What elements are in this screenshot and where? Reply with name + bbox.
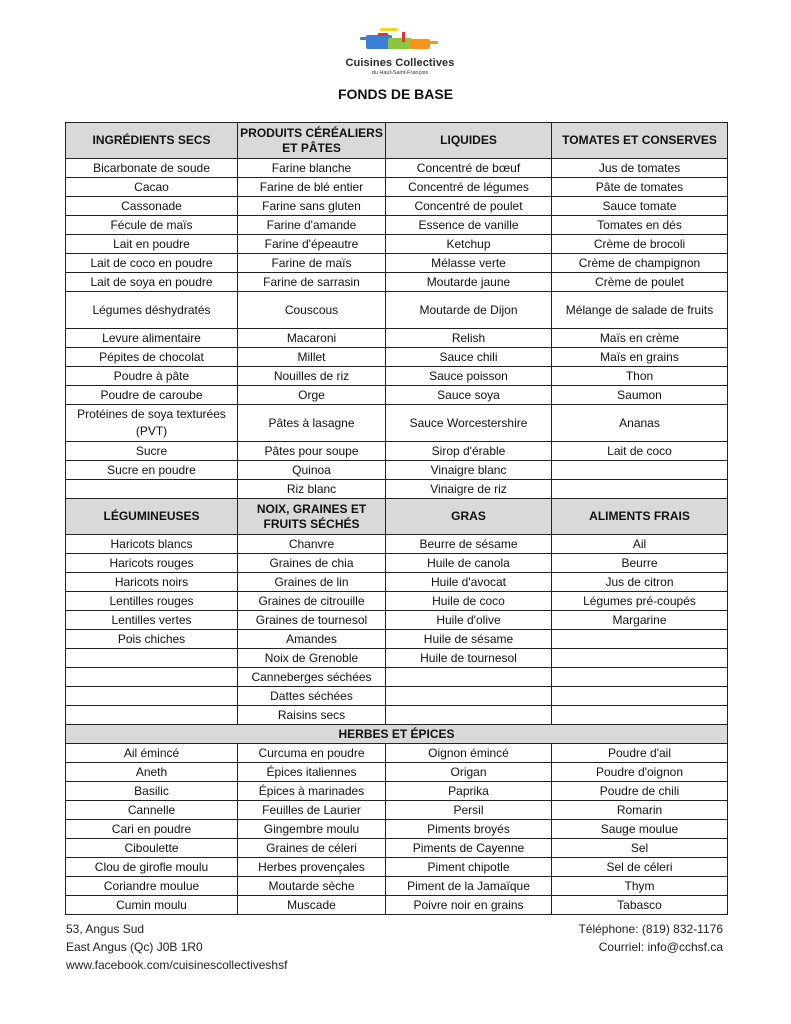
table-cell: Tomates en dés [552,216,728,235]
logo-name: Cuisines Collectives [345,57,455,69]
table-cell: Farine blanche [238,159,386,178]
table-cell: Beurre [552,554,728,573]
table-cell: Macaroni [238,329,386,348]
table-row [66,744,728,763]
table-cell: Nouilles de riz [238,367,386,386]
table-cell: Cumin moulu [66,896,238,915]
table-cell: Essence de vanille [386,216,552,235]
table-cell: Thon [552,367,728,386]
table-row [66,197,728,216]
table-cell: Concentré de poulet [386,197,552,216]
table-row [66,592,728,611]
table-cell: Gingembre moulu [238,820,386,839]
table-cell: Haricots noirs [66,573,238,592]
table-cell: Fécule de maïs [66,216,238,235]
table-cell: Riz blanc [238,480,386,499]
table-cell: Ketchup [386,235,552,254]
table-cell: Tabasco [552,896,728,915]
table-cell: Basilic [66,782,238,801]
table-cell: Pâte de tomates [552,178,728,197]
table-cell: Huile de tournesol [386,649,552,668]
column-header: ALIMENTS FRAIS [552,499,728,535]
table-cell: Maïs en crème [552,329,728,348]
table-cell [386,687,552,706]
table-row [66,273,728,292]
table-cell: Lait de coco [552,442,728,461]
table-row [66,782,728,801]
table-cell: Légumes pré-coupés [552,592,728,611]
table-cell: Piment chipotle [386,858,552,877]
table-cell: Poudre à pâte [66,367,238,386]
table-cell: Graines de tournesol [238,611,386,630]
table-cell: Beurre de sésame [386,535,552,554]
table-row [66,442,728,461]
table-cell: Bicarbonate de soude [66,159,238,178]
table-cell: Crème de champignon [552,254,728,273]
table-cell: Piments de Cayenne [386,839,552,858]
table-row [66,554,728,573]
table-cell: Farine de blé entier [238,178,386,197]
table-cell: Coriandre moulue [66,877,238,896]
footer-phone: Téléphone: (819) 832-1176 [578,922,723,936]
section-header: HERBES ET ÉPICES [66,725,728,744]
cooking-pots-icon [358,26,442,56]
table-cell: Cacao [66,178,238,197]
footer-contact [578,920,723,956]
table-row [66,858,728,877]
table-cell: Jus de tomates [552,159,728,178]
column-header: PRODUITS CÉRÉALIERS ET PÂTES [238,123,386,159]
table-cell: Lait en poudre [66,235,238,254]
column-header: LIQUIDES [386,123,552,159]
table-cell: Huile d'avocat [386,573,552,592]
table-cell: Levure alimentaire [66,329,238,348]
table-cell: Ciboulette [66,839,238,858]
table-cell: Mélange de salade de fruits [552,292,728,329]
table-cell [552,649,728,668]
table-cell: Lentilles rouges [66,592,238,611]
table-cell: Huile d'olive [386,611,552,630]
table-row [66,630,728,649]
table-cell: Graines de citrouille [238,592,386,611]
table-row [66,649,728,668]
table-cell: Origan [386,763,552,782]
table-cell: Canneberges séchées [238,668,386,687]
table-cell: Protéines de soya texturées (PVT) [66,405,238,442]
table-row [66,877,728,896]
table-cell: Poudre de chili [552,782,728,801]
table-cell: Pâtes à lasagne [238,405,386,442]
table-row [66,573,728,592]
table-row [66,668,728,687]
table-cell: Muscade [238,896,386,915]
footer-street: 53, Angus Sud [66,922,145,936]
table-cell: Ail émincé [66,744,238,763]
table-cell: Curcuma en poudre [238,744,386,763]
table-cell [386,668,552,687]
table-cell [66,480,238,499]
table-cell: Graines de céleri [238,839,386,858]
footer-city: East Angus (Qc) J0B 1R0 [66,940,203,954]
table-cell: Légumes déshydratés [66,292,238,329]
table-cell: Persil [386,801,552,820]
table-cell: Vinaigre de riz [386,480,552,499]
table-cell: Farine d'amande [238,216,386,235]
table-cell: Pâtes pour soupe [238,442,386,461]
table-row [66,461,728,480]
table-row [66,839,728,858]
table-cell: Ail [552,535,728,554]
table-row [66,480,728,499]
table-cell: Graines de chia [238,554,386,573]
table-cell: Concentré de bœuf [386,159,552,178]
table-cell [552,480,728,499]
table-cell: Chanvre [238,535,386,554]
table-cell: Épices à marinades [238,782,386,801]
table-cell [552,630,728,649]
table-cell: Sel de céleri [552,858,728,877]
table-cell: Oignon émincé [386,744,552,763]
table-cell: Clou de girofle moulu [66,858,238,877]
table-cell: Paprika [386,782,552,801]
table-cell: Cassonade [66,197,238,216]
table-cell: Couscous [238,292,386,329]
table-row [66,178,728,197]
table-row [66,235,728,254]
table-row [66,159,728,178]
table-cell: Épices italiennes [238,763,386,782]
table-cell: Farine de sarrasin [238,273,386,292]
table-cell: Crème de poulet [552,273,728,292]
column-header: INGRÉDIENTS SECS [66,123,238,159]
table-row [66,386,728,405]
footer-facebook-link[interactable]: www.facebook.com/cuisinescollectiveshsf [66,958,288,972]
table-cell: Sauce poisson [386,367,552,386]
table-cell: Poudre d'oignon [552,763,728,782]
table-cell: Haricots blancs [66,535,238,554]
table-cell: Lait de soya en poudre [66,273,238,292]
table-cell: Orge [238,386,386,405]
logo [345,26,455,82]
table-cell [66,687,238,706]
table-cell [66,649,238,668]
table-cell: Poudre d'ail [552,744,728,763]
table-row [66,367,728,386]
table-row [66,329,728,348]
table-cell [66,706,238,725]
table-cell: Cari en poudre [66,820,238,839]
table-row [66,292,728,329]
table-cell: Sel [552,839,728,858]
table-cell: Piments broyés [386,820,552,839]
table-cell: Aneth [66,763,238,782]
table-cell: Farine sans gluten [238,197,386,216]
table-cell: Millet [238,348,386,367]
table-row [66,405,728,442]
table-cell: Sauge moulue [552,820,728,839]
table-cell [552,668,728,687]
table-cell: Maïs en grains [552,348,728,367]
table-cell: Sauce soya [386,386,552,405]
table-cell: Moutarde jaune [386,273,552,292]
table-cell: Herbes provençales [238,858,386,877]
table-cell: Amandes [238,630,386,649]
column-header: GRAS [386,499,552,535]
table-cell: Relish [386,329,552,348]
column-header: LÉGUMINEUSES [66,499,238,535]
pantry-table [65,122,728,915]
logo-subtitle: du Haut-Saint-François [371,70,429,76]
table-row [66,763,728,782]
table-cell: Raisins secs [238,706,386,725]
table-cell: Romarin [552,801,728,820]
table-cell: Margarine [552,611,728,630]
table-cell: Sucre [66,442,238,461]
table-cell [66,668,238,687]
table-row [66,535,728,554]
table-cell: Poivre noir en grains [386,896,552,915]
table-cell: Quinoa [238,461,386,480]
table-row [66,801,728,820]
table-cell: Farine de maïs [238,254,386,273]
table-cell: Crème de brocoli [552,235,728,254]
table-cell: Poudre de caroube [66,386,238,405]
table-row [66,706,728,725]
table-cell: Ananas [552,405,728,442]
table-row [66,611,728,630]
table-cell: Huile de canola [386,554,552,573]
column-header: NOIX, GRAINES ET FRUITS SÉCHÉS [238,499,386,535]
table-cell: Pois chiches [66,630,238,649]
table-row [66,687,728,706]
table-cell: Sucre en poudre [66,461,238,480]
table-cell: Farine d'épeautre [238,235,386,254]
table-cell: Feuilles de Laurier [238,801,386,820]
table-cell: Sauce tomate [552,197,728,216]
table-cell: Lentilles vertes [66,611,238,630]
table-cell: Dattes séchées [238,687,386,706]
table-cell: Saumon [552,386,728,405]
footer-email[interactable]: Courriel: info@cchsf.ca [598,940,723,954]
table-cell [552,687,728,706]
table-row [66,348,728,367]
page-title: FONDS DE BASE [337,86,454,102]
table-row [66,896,728,915]
table-cell: Sauce Worcestershire [386,405,552,442]
table-cell: Jus de citron [552,573,728,592]
table-cell: Huile de coco [386,592,552,611]
table-row [66,254,728,273]
table-cell: Mélasse verte [386,254,552,273]
table-cell: Sauce chili [386,348,552,367]
table-cell: Pépites de chocolat [66,348,238,367]
table-cell [552,461,728,480]
table-cell: Haricots rouges [66,554,238,573]
table-cell: Vinaigre blanc [386,461,552,480]
table-cell: Moutarde sèche [238,877,386,896]
table-cell: Huile de sésame [386,630,552,649]
table-row [66,216,728,235]
table-cell: Cannelle [66,801,238,820]
table-cell: Graines de lin [238,573,386,592]
table-cell [552,706,728,725]
column-header: TOMATES ET CONSERVES [552,123,728,159]
table-cell: Noix de Grenoble [238,649,386,668]
table-cell: Piment de la Jamaïque [386,877,552,896]
table-cell: Moutarde de Dijon [386,292,552,329]
table-cell [386,706,552,725]
footer-address [66,920,287,974]
table-cell: Thym [552,877,728,896]
table-row [66,820,728,839]
table-cell: Concentré de légumes [386,178,552,197]
table-cell: Sirop d'érable [386,442,552,461]
table-cell: Lait de coco en poudre [66,254,238,273]
